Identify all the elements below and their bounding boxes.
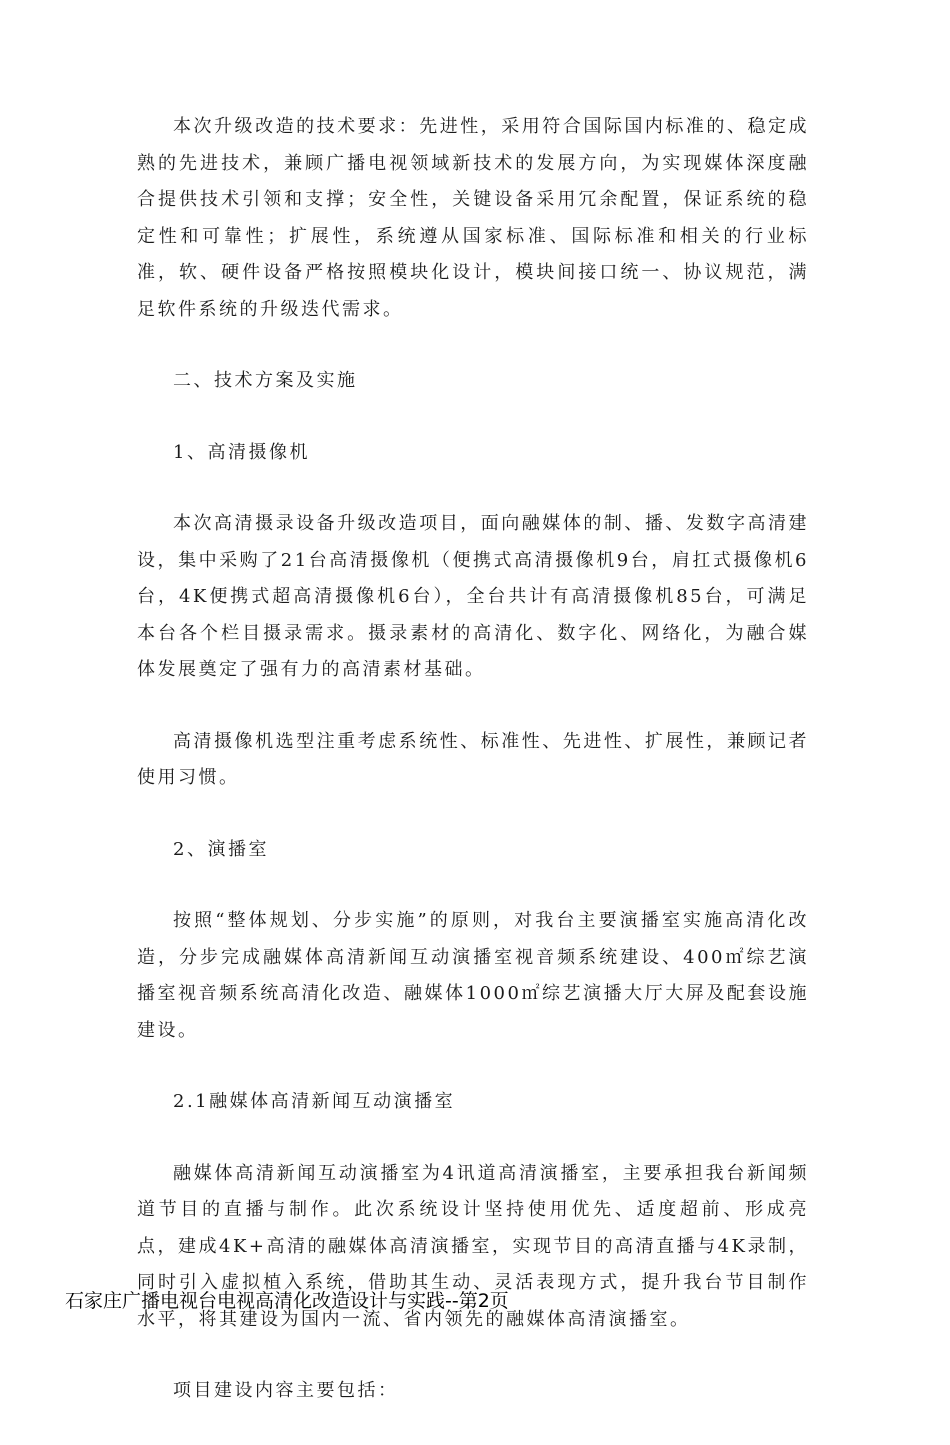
paragraph-project-contents: 项目建设内容主要包括： <box>173 1380 399 1401</box>
page-footer: 石家庄广播电视台电视高清化改造设计与实践--第2页 <box>65 1290 509 1312</box>
subsection-heading-news-studio: 2.1融媒体高清新闻互动演播室 <box>173 1091 456 1112</box>
paragraph-hd-camera-selection: 高清摄像机选型注重考虑系统性、标准性、先进性、扩展性，兼顾记者使用习惯。 <box>137 730 809 788</box>
paragraph-studio-plan: 按照“整体规划、分步实施”的原则，对我台主要演播室实施高清化改造，分步完成融媒体高清新闻互动演播室视音频系统建设、400㎡综艺演播室视音频系统高清化改造、融媒体1000㎡综艺演播大厅大屏及配套设施建设。 <box>137 910 809 1041</box>
document-body <box>137 109 809 1445</box>
section-heading-tech-plan: 二、技术方案及实施 <box>173 370 358 391</box>
paragraph-tech-requirements: 本次升级改造的技术要求：先进性，采用符合国际国内标准的、稳定成熟的先进技术，兼顾广播电视领域新技术的发展方向，为实现媒体深度融合提供技术引领和支撑；安全性，关键设备采用冗余配置，保证系统的稳定性和可靠性；扩展性，系统遵从国家标准、国际标准和相关的行业标准，软、硬件设备严格按照模块化设计，模块间接口统一、协议规范，满足软件系统的升级迭代需求。 <box>137 116 809 320</box>
subsection-heading-studio: 2、演播室 <box>173 838 269 860</box>
subsection-heading-hd-camera: 1、高清摄像机 <box>173 441 310 463</box>
paragraph-news-studio: 融媒体高清新闻互动演播室为4讯道高清演播室，主要承担我台新闻频道节目的直播与制作。此次系统设计坚持使用优先、适度超前、形成亮点，建成4K+高清的融媒体高清演播室，实现节目的高清直播与4K录制，同时引入虚拟植入系统，借助其生动、灵活表现方式，提升我台节目制作水平，将其建设为国内一流、省内领先的融媒体高清演播室。 <box>137 1162 809 1330</box>
paragraph-hd-camera-procurement: 本次高清摄录设备升级改造项目，面向融媒体的制、播、发数字高清建设，集中采购了21台高清摄像机（便携式高清摄像机9台，肩扛式摄像机6台，4K便携式超高清摄像机6台），全台共计有高清摄像机85台，可满足本台各个栏目摄录需求。摄录素材的高清化、数字化、网络化，为融合媒体发展奠定了强有力的高清素材基础。 <box>137 513 809 680</box>
